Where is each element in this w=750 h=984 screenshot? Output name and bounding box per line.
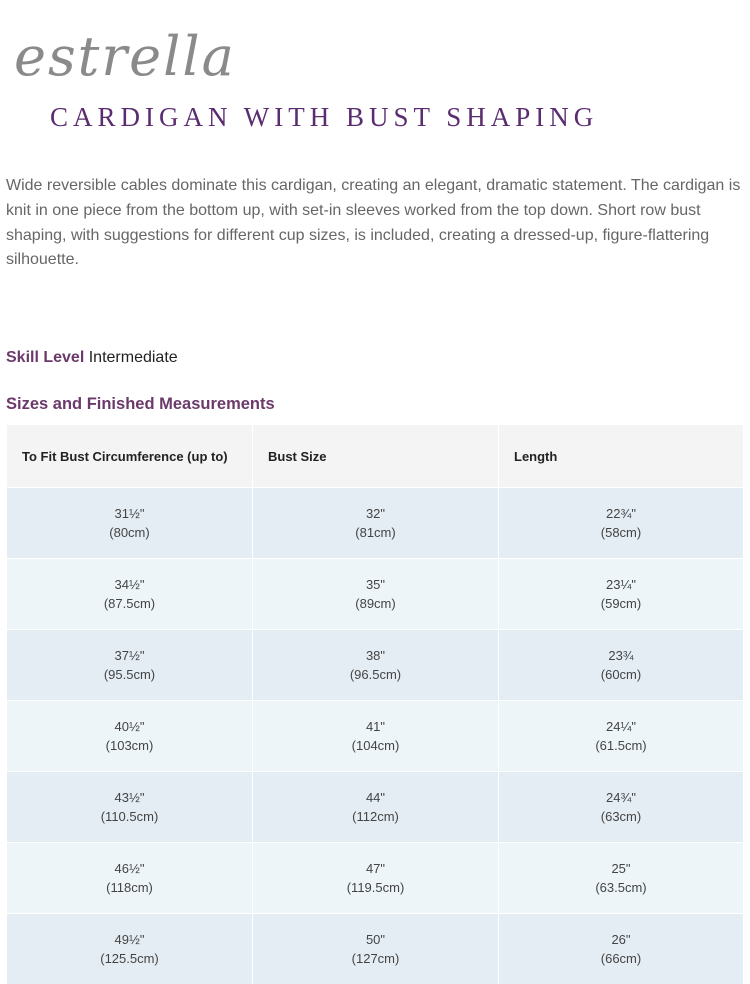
table-cell: 25" (63.5cm) bbox=[499, 843, 744, 914]
table-row bbox=[7, 488, 744, 559]
table-row bbox=[7, 701, 744, 772]
header-bust-size: Bust Size bbox=[253, 425, 499, 488]
table-cell: 35" (89cm) bbox=[253, 559, 499, 630]
table-row bbox=[7, 843, 744, 914]
table-cell: 23¼" (59cm) bbox=[499, 559, 744, 630]
intro-paragraph: Wide reversible cables dominate this cardigan, creating an elegant, dramatic statement. The cardigan is knit in one piece from the bottom up, with set-in sleeves worked from the top down. Short row bust shaping, with suggestions for different cup sizes, is included, creating a dressed-up, figure-flattering silhouette. bbox=[6, 174, 746, 273]
table-cell: 47" (119.5cm) bbox=[253, 843, 499, 914]
sizes-heading: Sizes and Finished Measurements bbox=[6, 395, 275, 414]
table-cell: 46½" (118cm) bbox=[7, 843, 253, 914]
table-cell: 44" (112cm) bbox=[253, 772, 499, 843]
table-cell: 32" (81cm) bbox=[253, 488, 499, 559]
table-cell: 31½" (80cm) bbox=[7, 488, 253, 559]
table-cell: 50" (127cm) bbox=[253, 914, 499, 984]
table-row bbox=[7, 914, 744, 984]
skill-level-value: Intermediate bbox=[89, 349, 178, 366]
table-header-row bbox=[7, 425, 744, 488]
skill-level bbox=[6, 349, 178, 367]
sizes-table bbox=[7, 425, 744, 984]
table-cell: 38" (96.5cm) bbox=[253, 630, 499, 701]
table-cell: 26" (66cm) bbox=[499, 914, 744, 984]
header-length: Length bbox=[499, 425, 744, 488]
table-cell: 40½" (103cm) bbox=[7, 701, 253, 772]
table-cell: 24¼" (61.5cm) bbox=[499, 701, 744, 772]
table-cell: 22¾" (58cm) bbox=[499, 488, 744, 559]
header-bust-circumference: To Fit Bust Circumference (up to) bbox=[7, 425, 253, 488]
table-cell: 43½" (110.5cm) bbox=[7, 772, 253, 843]
table-cell: 41" (104cm) bbox=[253, 701, 499, 772]
skill-level-label: Skill Level bbox=[6, 349, 84, 366]
table-cell: 23¾ (60cm) bbox=[499, 630, 744, 701]
table-row bbox=[7, 559, 744, 630]
table-cell: 37½" (95.5cm) bbox=[7, 630, 253, 701]
table-row bbox=[7, 630, 744, 701]
table-cell: 34½" (87.5cm) bbox=[7, 559, 253, 630]
brand-logo: estrella bbox=[14, 30, 236, 84]
table-cell: 49½" (125.5cm) bbox=[7, 914, 253, 984]
table-row bbox=[7, 772, 744, 843]
pattern-title: CARDIGAN WITH BUST SHAPING bbox=[50, 104, 598, 131]
table-cell: 24¾" (63cm) bbox=[499, 772, 744, 843]
